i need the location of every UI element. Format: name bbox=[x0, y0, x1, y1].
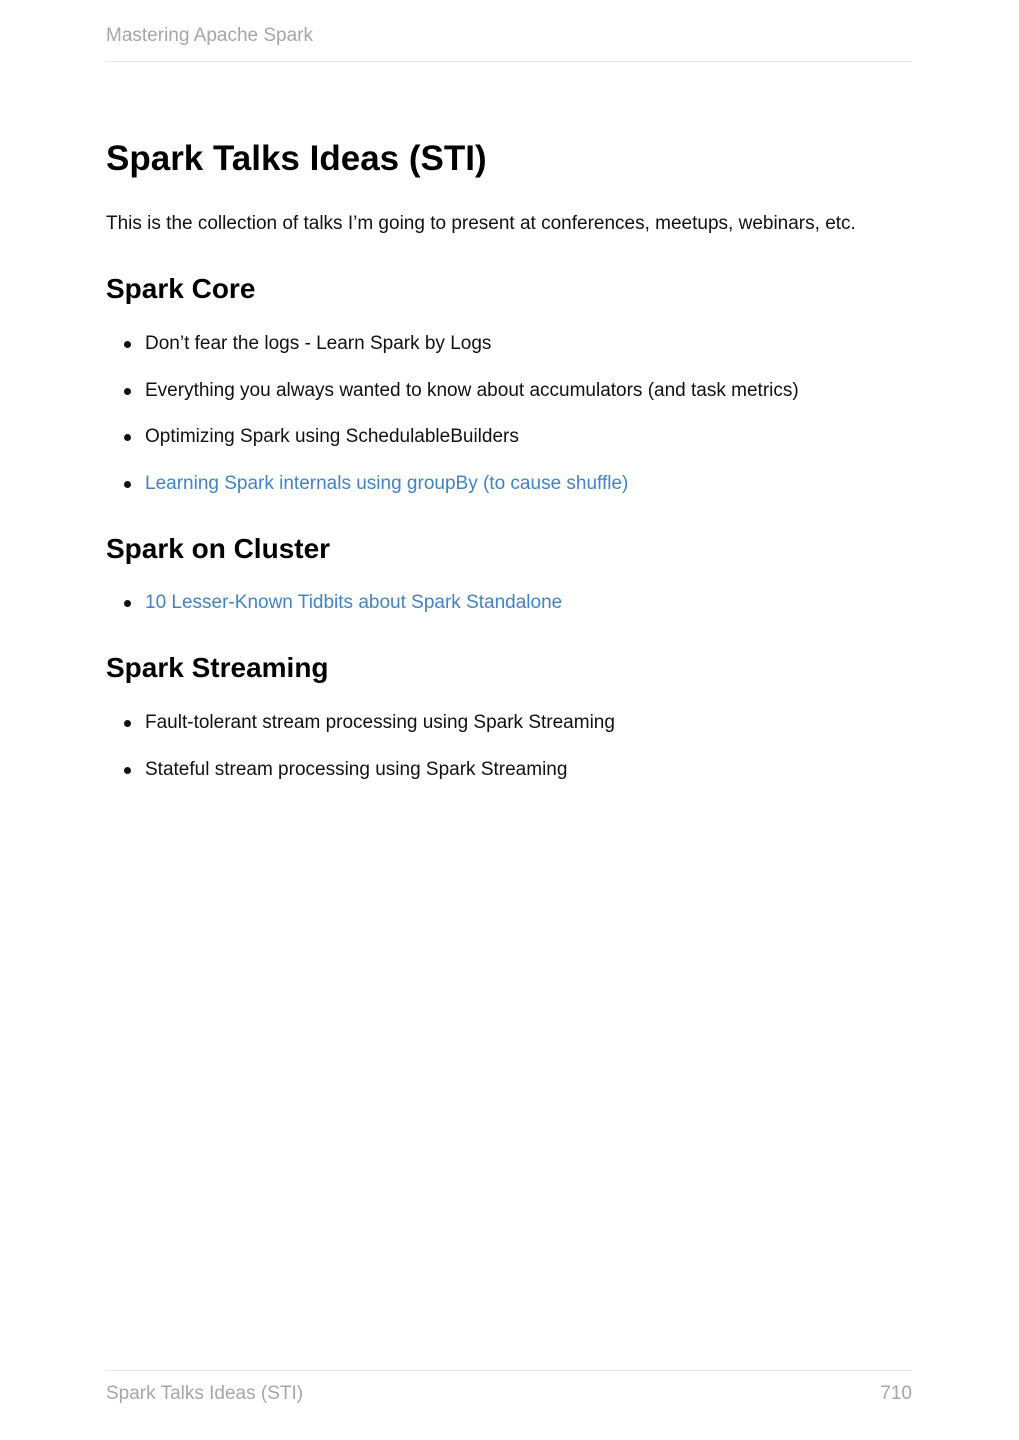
talk-link-spark-standalone[interactable]: 10 Lesser-Known Tidbits about Spark Standalone bbox=[145, 592, 563, 613]
bullet-icon bbox=[124, 481, 131, 488]
talk-link-groupby-shuffle[interactable]: Learning Spark internals using groupBy (to cause shuffle) bbox=[145, 472, 629, 494]
list-item bbox=[106, 378, 799, 404]
spark-on-cluster-list bbox=[106, 590, 562, 637]
section-heading-spark-streaming: Spark Streaming bbox=[106, 652, 329, 683]
spark-core-list bbox=[106, 331, 799, 517]
bullet-icon bbox=[124, 341, 131, 348]
page-title: Spark Talks Ideas (STI) bbox=[106, 139, 487, 178]
list-item-text: Don’t fear the logs - Learn Spark by Logs bbox=[145, 333, 492, 354]
list-item bbox=[106, 757, 615, 783]
list-item bbox=[106, 331, 799, 357]
section-heading-spark-core: Spark Core bbox=[106, 273, 256, 304]
bullet-icon bbox=[124, 388, 131, 395]
bullet-icon bbox=[124, 720, 131, 727]
bullet-icon bbox=[124, 767, 131, 774]
list-item-text: Fault-tolerant stream processing using Spark Streaming bbox=[145, 712, 615, 733]
footer-chapter-title: Spark Talks Ideas (STI) bbox=[106, 1383, 304, 1404]
running-header-title: Mastering Apache Spark bbox=[106, 25, 314, 46]
list-item bbox=[106, 590, 562, 616]
bullet-icon bbox=[124, 434, 131, 441]
list-item bbox=[106, 424, 799, 450]
page-number: 710 bbox=[880, 1383, 912, 1404]
page-header bbox=[106, 24, 912, 62]
list-item-text: Stateful stream processing using Spark Streaming bbox=[145, 758, 568, 780]
bullet-icon bbox=[124, 600, 131, 607]
page-footer bbox=[106, 1370, 912, 1406]
list-item-text: Everything you always wanted to know about accumulators (and task metrics) bbox=[145, 379, 799, 401]
list-item-text: Optimizing Spark using SchedulableBuilders bbox=[145, 426, 519, 447]
section-heading-spark-on-cluster: Spark on Cluster bbox=[106, 533, 331, 564]
list-item bbox=[106, 710, 615, 736]
spark-streaming-list bbox=[106, 710, 615, 803]
list-item bbox=[106, 471, 799, 497]
intro-paragraph: This is the collection of talks I’m going to present at conferences, meetups, webinars, etc. bbox=[106, 213, 856, 234]
